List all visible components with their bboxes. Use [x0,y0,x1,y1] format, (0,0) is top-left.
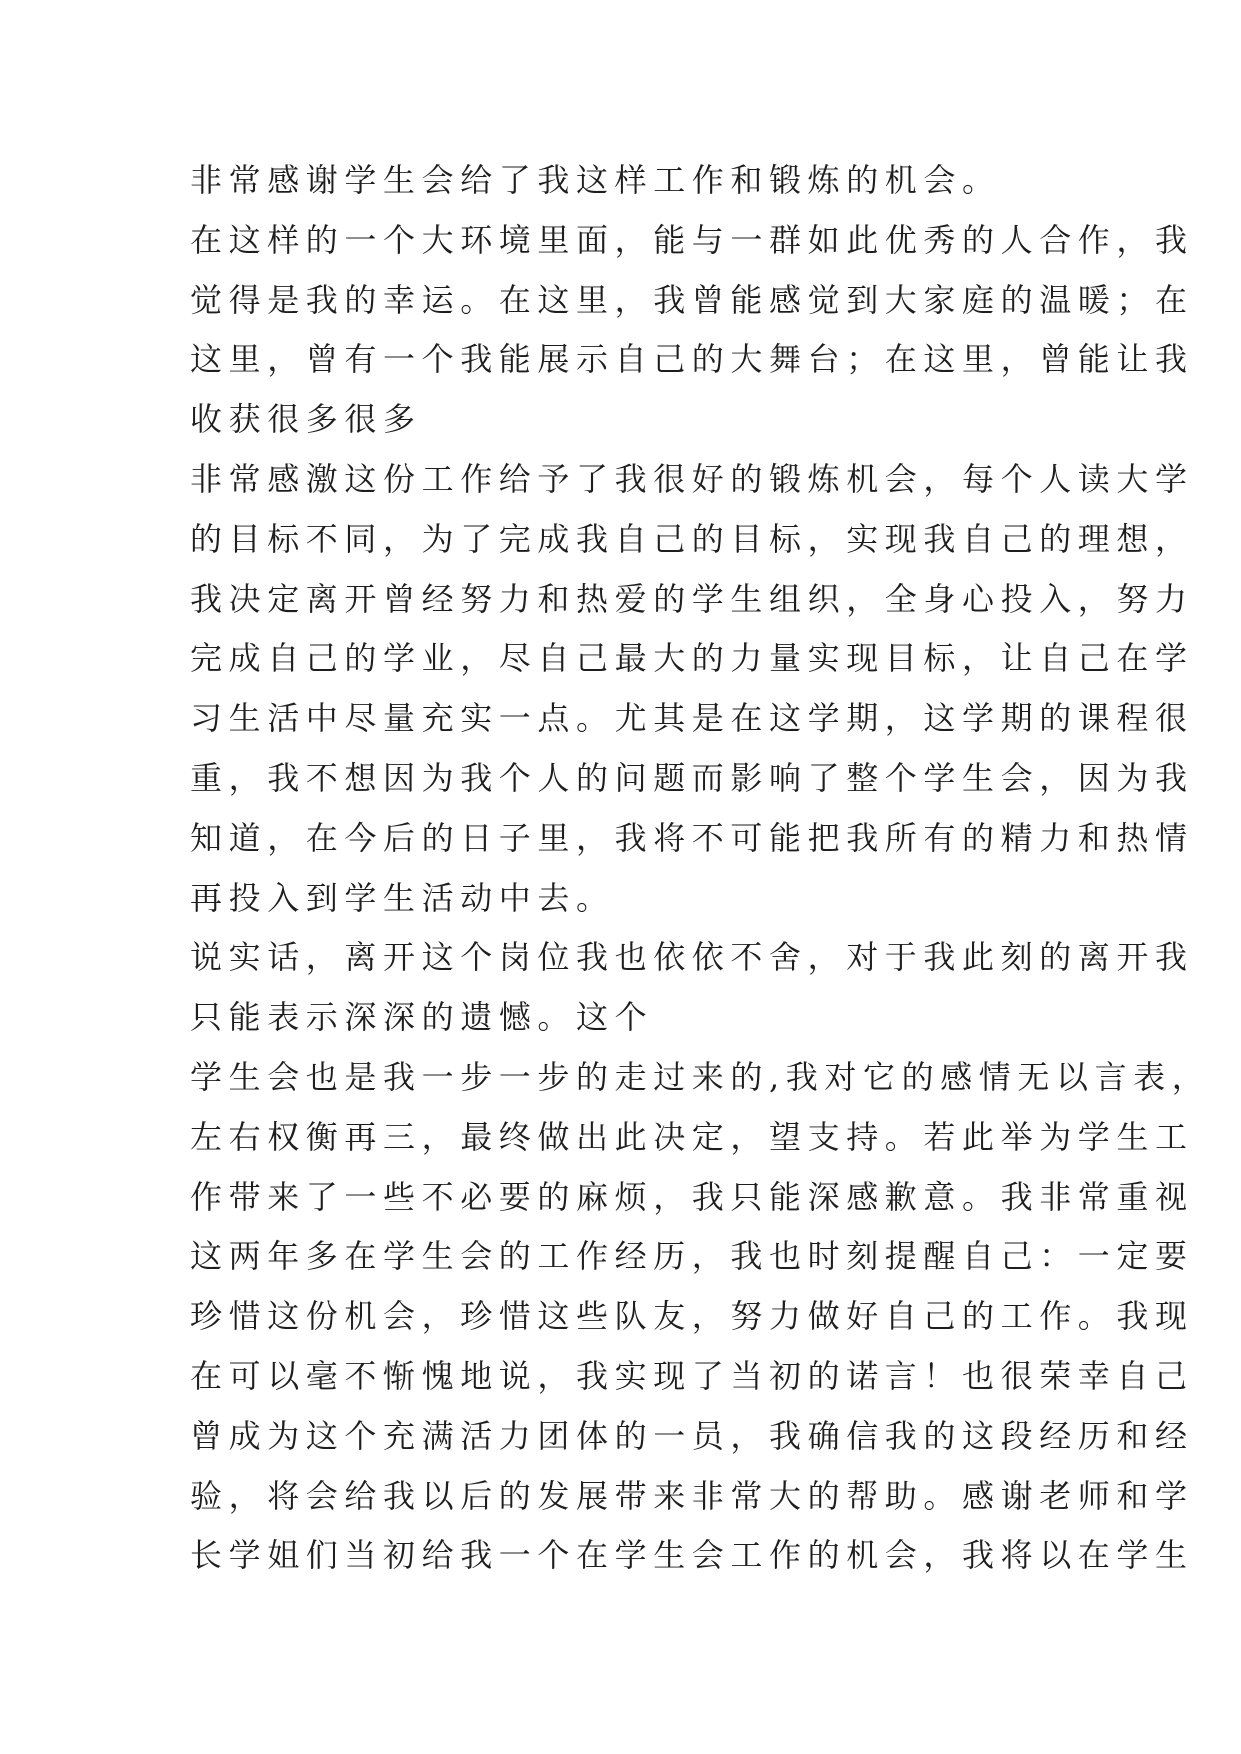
text-line: 的目标不同，为了完成我自己的目标，实现我自己的理想， [190,519,1194,558]
text-line: 这两年多在学生会的工作经历，我也时刻提醒自己：一定要 [190,1237,1194,1276]
text-line: 验，将会给我以后的发展带来非常大的帮助。感谢老师和学 [190,1476,1194,1515]
text-line: 作带来了一些不必要的麻烦，我只能深感歉意。我非常重视 [190,1177,1194,1216]
text-line: 曾成为这个充满活力团体的一员，我确信我的这段经历和经 [190,1416,1194,1455]
text-line: 长学姐们当初给我一个在学生会工作的机会，我将以在学生 [190,1536,1194,1575]
text-line: 非常感激这份工作给予了我很好的锻炼机会，每个人读大学 [190,459,1194,498]
text-line: 非常感谢学生会给了我这样工作和锻炼的机会。 [190,161,1001,199]
text-line: 觉得是我的幸运。在这里，我曾能感觉到大家庭的温暖；在 [190,280,1194,319]
text-line: 左右权衡再三，最终做出此决定，望支持。若此举为学生工 [190,1117,1194,1156]
text-line: 我决定离开曾经努力和热爱的学生组织，全身心投入，努力 [190,579,1194,618]
text-line: 重，我不想因为我个人的问题而影响了整个学生会，因为我 [190,758,1194,797]
text-line: 完成自己的学业，尽自己最大的力量实现目标，让自己在学 [190,639,1194,678]
text-line: 说实话，离开这个岗位我也依依不舍，对于我此刻的离开我 [190,938,1194,977]
text-line: 珍惜这份机会，珍惜这些队友，努力做好自己的工作。我现 [190,1297,1194,1336]
body-text [190,151,1211,1586]
text-line: 只能表示深深的遗憾。这个 [190,998,654,1037]
text-line: 学生会也是我一步一步的走过来的,我对它的感情无以言表， [190,1057,1211,1096]
text-line: 在这样的一个大环境里面，能与一群如此优秀的人合作，我 [190,220,1194,259]
text-line: 知道，在今后的日子里，我将不可能把我所有的精力和热情 [190,818,1194,857]
text-line: 这里，曾有一个我能展示自己的大舞台；在这里，曾能让我 [190,340,1194,379]
text-line: 在可以毫不惭愧地说，我实现了当初的诺言！也很荣幸自己 [190,1356,1194,1395]
text-line: 收获很多很多 [190,400,422,439]
text-line: 再投入到学生活动中去。 [190,878,615,917]
text-line: 习生活中尽量充实一点。尤其是在这学期，这学期的课程很 [190,699,1194,738]
